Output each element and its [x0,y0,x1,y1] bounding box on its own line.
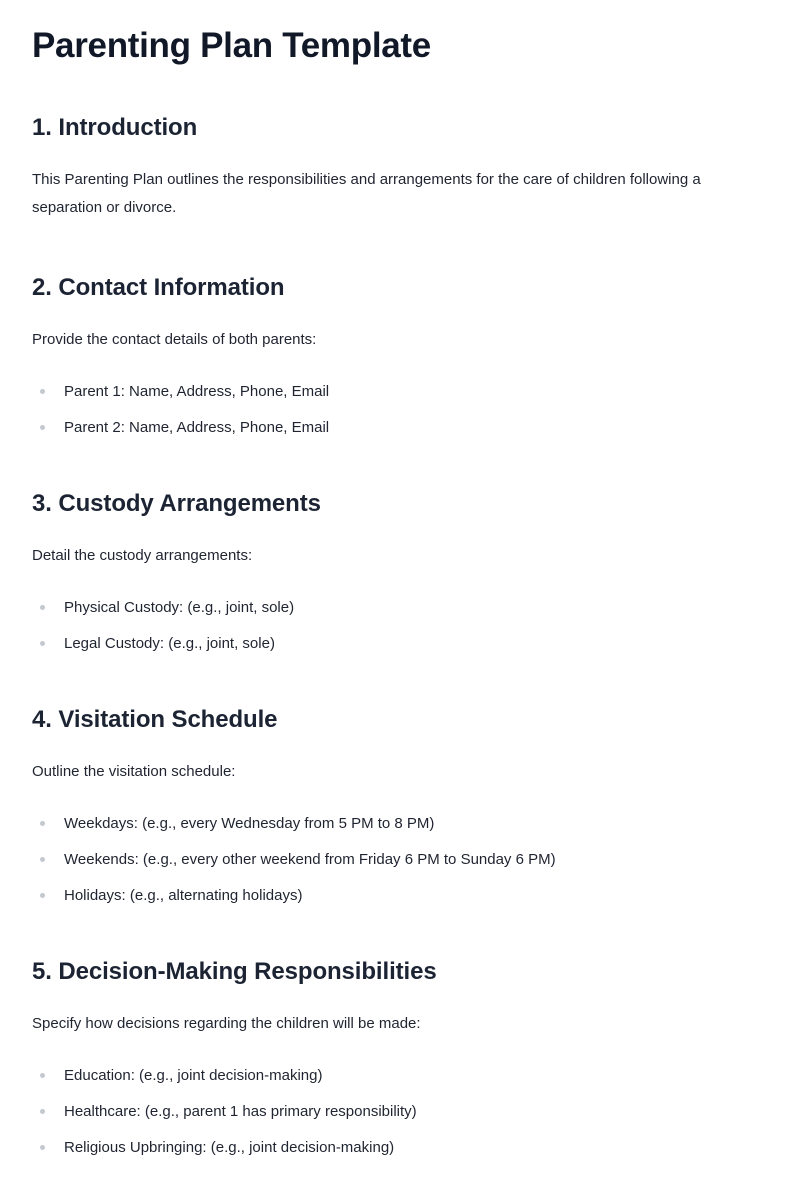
list-item: Healthcare: (e.g., parent 1 has primary responsibility) [32,1094,768,1130]
list-item: Weekends: (e.g., every other weekend from Friday 6 PM to Sunday 6 PM) [32,842,768,878]
bullet-icon [40,389,45,394]
list-item: Religious Upbringing: (e.g., joint decision-making) [32,1130,768,1166]
list-item: Education: (e.g., joint decision-making) [32,1058,768,1094]
bullet-icon [40,425,45,430]
section-contact-information [32,272,768,446]
visitation-list [32,806,768,914]
bullet-icon [40,1109,45,1114]
list-item: Weekdays: (e.g., every Wednesday from 5 PM to 8 PM) [32,806,768,842]
bullet-icon [40,1073,45,1078]
section-heading: 4. Visitation Schedule [32,706,278,733]
section-introduction [32,112,768,222]
section-decision-making [32,956,768,1166]
section-heading: 3. Custody Arrangements [32,490,321,517]
bullet-icon [40,605,45,610]
section-text: Outline the visitation schedule: [32,763,236,780]
bullet-icon [40,821,45,826]
bullet-icon [40,1145,45,1150]
page-title: Parenting Plan Template [32,26,431,65]
section-text: Specify how decisions regarding the children will be made: [32,1015,421,1032]
section-text: This Parenting Plan outlines the responsibilities and arrangements for the care of children following a separation or divorce. [32,171,701,216]
list-item: Parent 1: Name, Address, Phone, Email [32,374,768,410]
custody-list [32,590,768,662]
section-heading: 2. Contact Information [32,274,285,301]
bullet-icon [40,857,45,862]
list-item: Physical Custody: (e.g., joint, sole) [32,590,768,626]
list-item: Parent 2: Name, Address, Phone, Email [32,410,768,446]
bullet-icon [40,641,45,646]
list-item: Holidays: (e.g., alternating holidays) [32,878,768,914]
section-custody-arrangements [32,488,768,662]
decision-list [32,1058,768,1166]
section-text: Detail the custody arrangements: [32,547,253,564]
contact-list [32,374,768,446]
bullet-icon [40,893,45,898]
section-heading: 5. Decision-Making Responsibilities [32,958,437,985]
section-heading: 1. Introduction [32,114,198,141]
section-text: Provide the contact details of both parents: [32,331,317,348]
section-visitation-schedule [32,704,768,914]
list-item: Legal Custody: (e.g., joint, sole) [32,626,768,662]
